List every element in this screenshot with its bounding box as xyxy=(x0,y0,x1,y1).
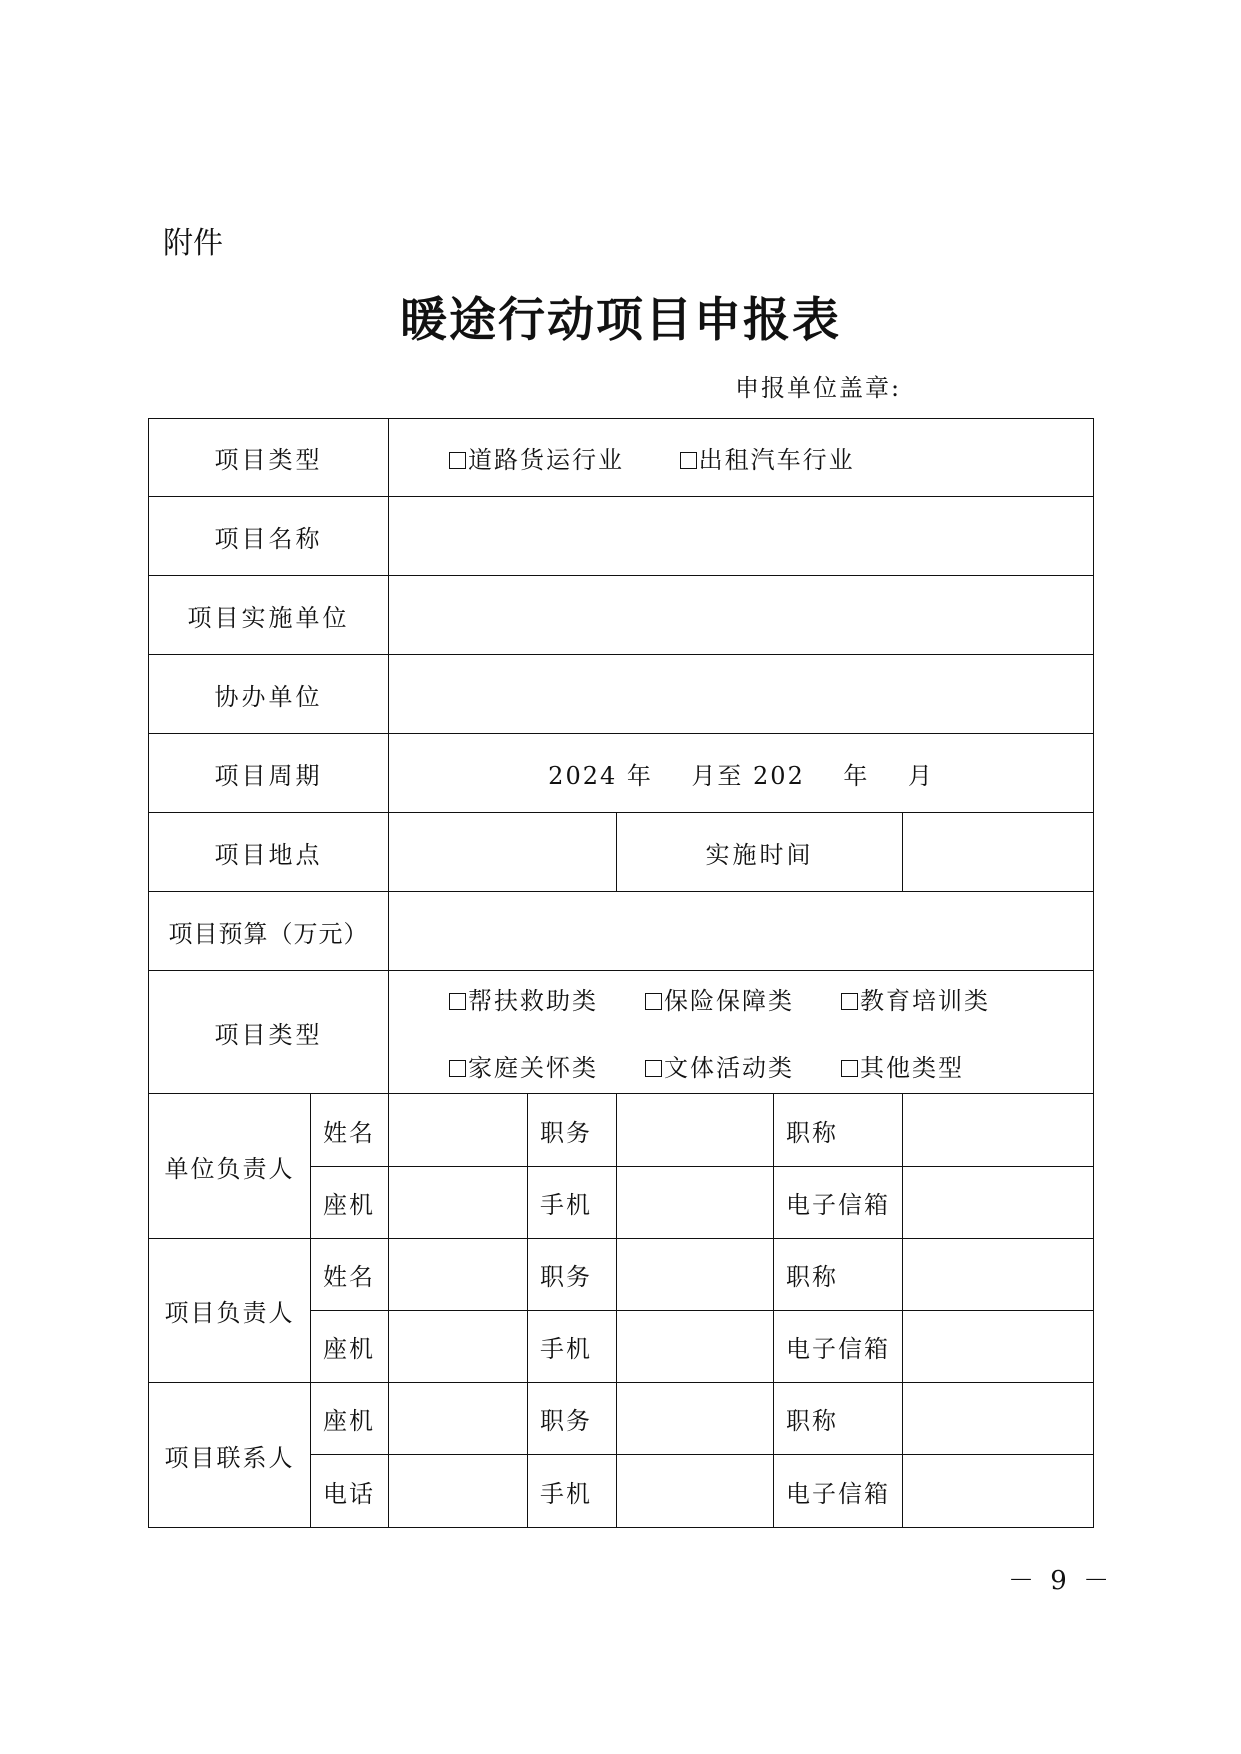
project-type-label: 项目类型 xyxy=(149,419,389,497)
field-label: 职务 xyxy=(528,1239,617,1311)
field-label: 座机 xyxy=(311,1311,389,1383)
field-label: 手机 xyxy=(528,1455,617,1528)
checkbox-icon[interactable] xyxy=(449,993,466,1010)
option-road-freight[interactable]: 道路货运行业 xyxy=(449,440,624,475)
field-label: 座机 xyxy=(311,1167,389,1239)
budget-label: 项目预算（万元） xyxy=(149,892,389,971)
row-project-type xyxy=(149,419,1094,497)
location-label: 项目地点 xyxy=(149,813,389,892)
budget-field[interactable] xyxy=(389,892,1094,971)
option-assistance[interactable]: 帮扶救助类 xyxy=(449,981,599,1016)
option-training[interactable]: 教育培训类 xyxy=(841,981,975,1016)
field-label: 职称 xyxy=(774,1094,903,1167)
field-value[interactable] xyxy=(903,1311,1094,1383)
field-label: 电子信箱 xyxy=(774,1311,903,1383)
option-other[interactable]: 其他类型 xyxy=(841,1048,975,1083)
impl-time-label: 实施时间 xyxy=(617,813,903,892)
field-value[interactable] xyxy=(903,1239,1094,1311)
row-budget xyxy=(149,892,1094,971)
contact-row xyxy=(149,1239,1094,1311)
attachment-label: 附件 xyxy=(163,226,223,261)
field-label: 电话 xyxy=(311,1455,389,1528)
checkbox-icon[interactable] xyxy=(645,993,662,1010)
page-number: － 9 － xyxy=(1008,1566,1114,1596)
implementing-unit-label: 项目实施单位 xyxy=(149,576,389,655)
field-value[interactable] xyxy=(903,1455,1094,1528)
row-location xyxy=(149,813,1094,892)
period-field[interactable]: 2024 年 月至 202 年 月 xyxy=(389,734,1094,813)
checkbox-icon[interactable] xyxy=(841,1060,858,1077)
field-value[interactable] xyxy=(389,1239,528,1311)
field-label: 职称 xyxy=(774,1239,903,1311)
field-label: 职称 xyxy=(774,1383,903,1455)
checkbox-icon[interactable] xyxy=(841,993,858,1010)
stamp-label: 申报单位盖章: xyxy=(735,374,902,402)
option-culture-sports[interactable]: 文体活动类 xyxy=(645,1048,795,1083)
field-value[interactable] xyxy=(903,1094,1094,1167)
contact-row xyxy=(149,1094,1094,1167)
project-name-label: 项目名称 xyxy=(149,497,389,576)
option-family-care[interactable]: 家庭关怀类 xyxy=(449,1048,599,1083)
field-value[interactable] xyxy=(617,1167,774,1239)
field-value[interactable] xyxy=(617,1455,774,1528)
contact-group-label: 项目联系人 xyxy=(149,1383,311,1528)
row-category xyxy=(149,971,1094,1094)
contact-row xyxy=(149,1383,1094,1455)
industry-options xyxy=(389,419,1094,497)
field-value[interactable] xyxy=(389,1094,528,1167)
option-insurance[interactable]: 保险保障类 xyxy=(645,981,795,1016)
project-name-field[interactable] xyxy=(389,497,1094,576)
field-value[interactable] xyxy=(617,1094,774,1167)
option-taxi[interactable]: 出租汽车行业 xyxy=(680,440,855,475)
contact-group-label: 单位负责人 xyxy=(149,1094,311,1239)
field-value[interactable] xyxy=(389,1455,528,1528)
field-value[interactable] xyxy=(903,1167,1094,1239)
field-value[interactable] xyxy=(389,1383,528,1455)
field-label: 手机 xyxy=(528,1167,617,1239)
row-implementing-unit xyxy=(149,576,1094,655)
field-label: 电子信箱 xyxy=(774,1455,903,1528)
row-period xyxy=(149,734,1094,813)
category-options xyxy=(389,971,1094,1094)
row-co-organizer xyxy=(149,655,1094,734)
checkbox-icon[interactable] xyxy=(449,452,466,469)
period-label: 项目周期 xyxy=(149,734,389,813)
form-title: 暖途行动项目申报表 xyxy=(400,293,841,348)
field-value[interactable] xyxy=(617,1311,774,1383)
checkbox-icon[interactable] xyxy=(449,1060,466,1077)
field-value[interactable] xyxy=(903,1383,1094,1455)
field-value[interactable] xyxy=(617,1239,774,1311)
field-label: 职务 xyxy=(528,1383,617,1455)
field-label: 电子信箱 xyxy=(774,1167,903,1239)
co-organizer-field[interactable] xyxy=(389,655,1094,734)
field-label: 手机 xyxy=(528,1311,617,1383)
row-project-name xyxy=(149,497,1094,576)
field-value[interactable] xyxy=(389,1311,528,1383)
implementing-unit-field[interactable] xyxy=(389,576,1094,655)
contact-group-label: 项目负责人 xyxy=(149,1239,311,1383)
impl-time-field[interactable] xyxy=(903,813,1094,892)
application-form-table xyxy=(148,418,1094,1528)
field-label: 姓名 xyxy=(311,1094,389,1167)
field-value[interactable] xyxy=(389,1167,528,1239)
checkbox-icon[interactable] xyxy=(680,452,697,469)
co-organizer-label: 协办单位 xyxy=(149,655,389,734)
field-label: 座机 xyxy=(311,1383,389,1455)
field-label: 姓名 xyxy=(311,1239,389,1311)
field-label: 职务 xyxy=(528,1094,617,1167)
location-field[interactable] xyxy=(389,813,617,892)
field-value[interactable] xyxy=(617,1383,774,1455)
category-label: 项目类型 xyxy=(149,971,389,1094)
checkbox-icon[interactable] xyxy=(645,1060,662,1077)
